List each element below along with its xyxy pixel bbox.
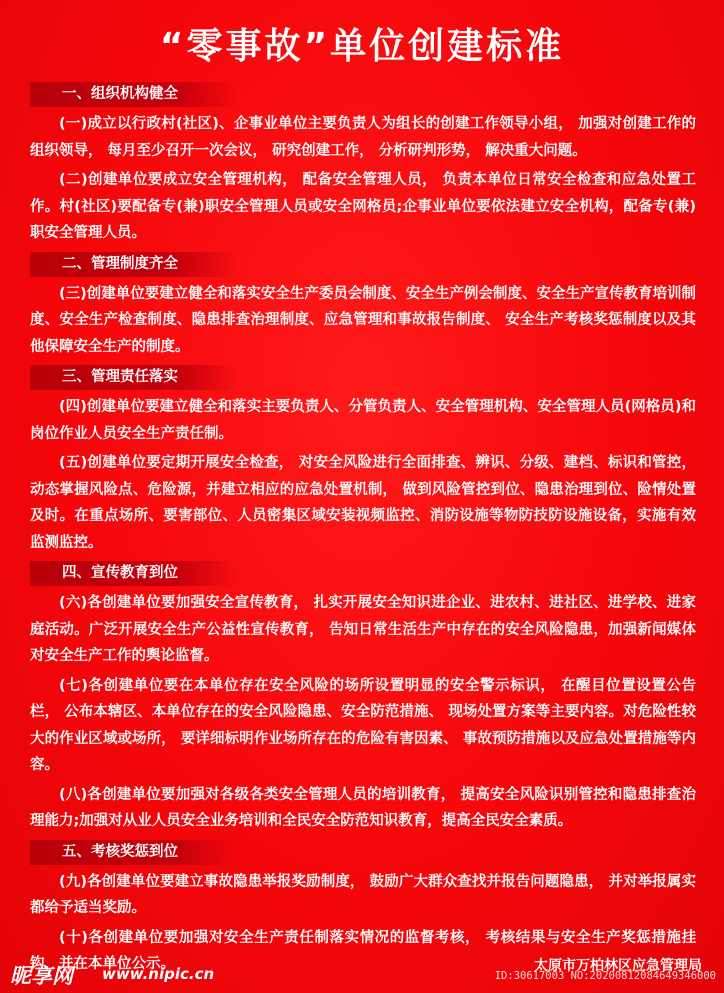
document-body xyxy=(30,80,696,981)
section-responsibility xyxy=(30,363,696,556)
issuing-organization: 太原市万柏林区应急管理局 xyxy=(534,958,702,974)
section-heading: 五、考核奖惩到位 xyxy=(30,840,238,865)
paragraph: (十)各创建单位要加强对安全生产责任制落实情况的监督考核， 考核结果与安全生产奖惩措施挂钩，并在本单位公示。 xyxy=(30,929,696,972)
paragraph: (三)创建单位要建立健全和落实安全生产委员会制度、安全生产例会制度、安全生产宣传教育培训制度、安全生产检查制度、隐患排查治理制度、应急管理和事故报告制度、 安全生产考核奖惩制度以及其他保障安全生产的制度。 xyxy=(30,285,696,355)
paragraph: (二)创建单位要成立安全管理机构， 配备安全管理人员， 负责本单位日常安全检查和应急处置工作。村(社区)要配备专(兼)职安全管理人员或安全网格员;企事业单位要依法建立安全机构，配备专(兼)职安全管理人员。 xyxy=(30,172,696,241)
section-heading: 一、组织机构健全 xyxy=(30,82,238,107)
paragraph: (八)各创建单位要加强对各级各类安全管理人员的培训教育， 提高安全风险识别管控和隐患排查治理能力;加强对从业人员安全业务培训和全民安全防范知识教育，提高全民安全素质。 xyxy=(30,786,696,829)
section-heading: 四、宣传教育到位 xyxy=(30,561,238,586)
paragraph: (一)成立以行政村(社区)、企事业单位主要负责人为组长的创建工作领导小组， 加强对创建工作的组织领导， 每月至少召开一次会议， 研究创建工作， 分析研判形势， 解决重大问题。 xyxy=(30,116,696,159)
watermark-id: ID:30617003 NO:20200812084649346000 xyxy=(494,970,716,982)
paragraph: (九)各创建单位要建立事故隐患举报奖励制度， 鼓励广大群众查找并报告问题隐患， 并对举报属实都给予适当奖励。 xyxy=(30,873,696,916)
section-education xyxy=(30,559,696,835)
section-heading: 三、管理责任落实 xyxy=(30,365,238,390)
section-organization xyxy=(30,80,696,247)
paragraph: (七)各创建单位要在本单位存在安全风险的场所设置明显的安全警示标识， 在醒目位置设置公告栏， 公布本辖区、本单位存在的安全风险隐患、安全防范措施、 现场处置方案等主要内容。对危险性较大的作业区域或场所， 要详细标明作业场所存在的危险有害因素、 事故预防措施以及应急处置措施等内容。 xyxy=(30,677,696,773)
watermark-logo: 昵享网 xyxy=(10,964,73,988)
paragraph: (六)各创建单位要加强安全宣传教育， 扎实开展安全知识进企业、进农村、进社区、进学校、进家庭活动。广泛开展安全生产公益性宣传教育， 告知日常生活生产中存在的安全风险隐患，加强新闻媒体对安全生产工作的舆论监督。 xyxy=(30,595,696,664)
watermark-bar xyxy=(0,958,724,993)
watermark-url: www.nipic.cn xyxy=(102,965,215,983)
section-management-system xyxy=(30,250,696,361)
page-title: “零事故”单位创建标准 xyxy=(159,26,565,67)
section-heading: 二、管理制度齐全 xyxy=(30,252,238,277)
paragraph: (五)创建单位要定期开展安全检查， 对安全风险进行全面排查、辨识、分级、建档、标识和管控， 动态掌握风险点、危险源，并建立相应的应急处置机制， 做到风险管控到位、隐患治理到位、险情处置及时。在重点场所、要害部位、人员密集区域安装视频监控、消防设施等物防技防设施设备，实施有效监测监控。 xyxy=(30,455,696,551)
paragraph: (四)创建单位要建立健全和落实主要负责人、分管负责人、安全管理机构、安全管理人员(网格员)和岗位作业人员安全生产责任制。 xyxy=(30,399,696,442)
